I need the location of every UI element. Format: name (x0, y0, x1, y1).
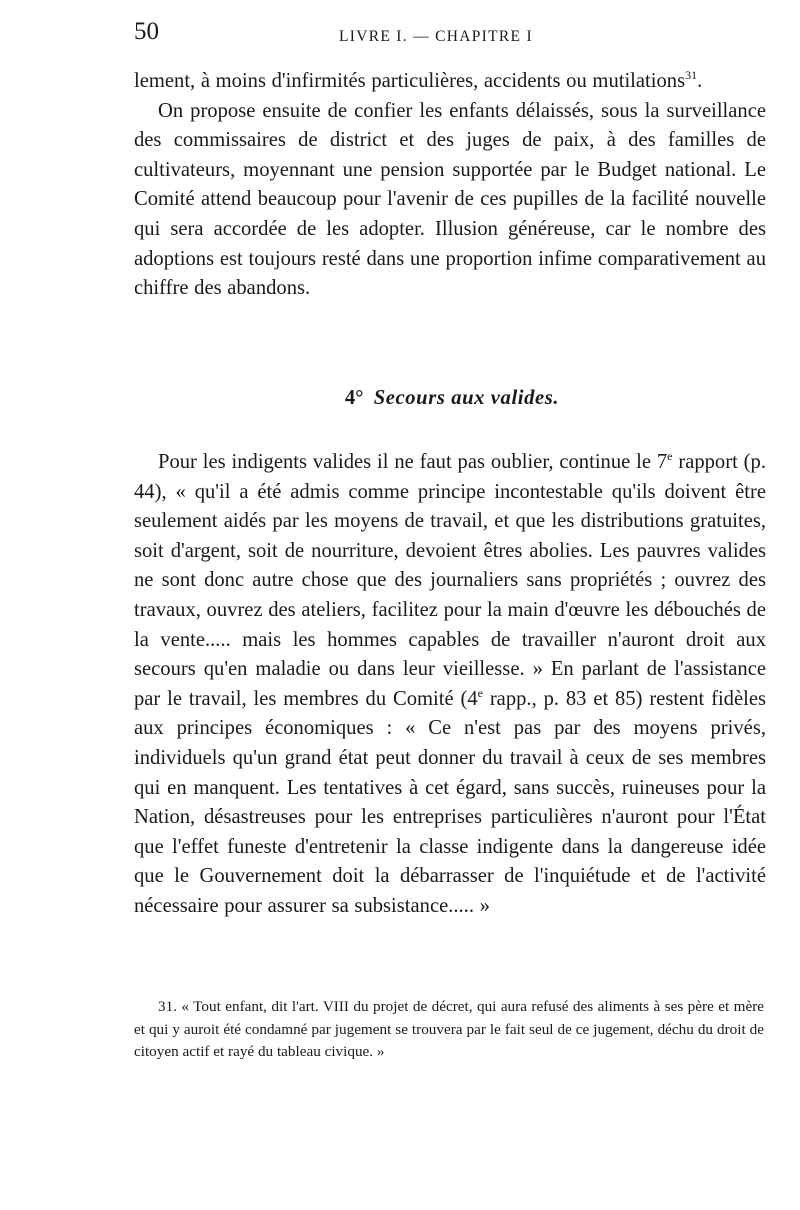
ordinal-superscript: e (477, 685, 483, 700)
text-block-upper (134, 67, 766, 304)
footnote (134, 996, 764, 1064)
paragraph-text: Pour les indigents valides il ne faut pas oublier, continue le 7 (158, 451, 668, 473)
section-heading (134, 384, 770, 413)
ordinal-superscript: e (667, 449, 673, 463)
text-block-lower (134, 448, 766, 922)
page-number: 50 (134, 18, 159, 45)
paragraph (134, 448, 766, 922)
paragraph-end-punctuation: . (697, 70, 703, 92)
section-number: 4° (344, 387, 364, 409)
footnote-text: « Tout enfant, dit l'art. VIII du projet de décret, qui aura refusé des aliments à ses père et mère et qui y auroit été condamné par jugement se trouvera par le fait seul de ce jugement, déchu du droit de citoyen actif et rayé du tableau civique. » (134, 998, 764, 1061)
paragraph: On propose ensuite de confier les enfants délaissés, sous la surveillance des commissaires de district et des juges de paix, à des familles de cultivateurs, moyennant une pension supportée par le Budget national. Le Comité attend beaucoup pour l'avenir de ces pupilles de la facilité nouvelle qui sera accordée de les adopter. Illusion généreuse, car le nombre des adoptions est toujours resté dans une proportion infime comparativement au chiffre des abandons. (134, 99, 766, 300)
footnote-number: 31. (158, 998, 177, 1015)
paragraph-text: lement, à moins d'infirmités particulières, accidents ou mutilations (134, 70, 686, 92)
footnotes (134, 996, 764, 1064)
paragraph-text: rapport (p. 44), « qu'il a été admis comme principe incontestable qu'ils doivent être seulement aidés par les moyens de travail, et que les distributions gratuites, soit d'argent, soit de nourriture, devoient êtres abolies. Les pauvres valides ne sont donc autre chose que des journaliers sans propriétés ; ouvrez des travaux, ouvrez des ateliers, facilitez pour la main d'œuvre les débouchés de la vente..... mais les hommes capables de travailler n'auront droit aux secours qu'en maladie ou dans leur vieillesse. » En parlant de l'assistance par le travail, les membres du Comité (4 (134, 451, 766, 710)
section-title: Secours aux valides. (373, 387, 560, 409)
running-head: LIVRE I. — CHAPITRE I (339, 28, 533, 45)
paragraph-text: rapp., p. 83 et 85) restent fidèles aux principes économiques : « Ce n'est pas par des moyens privés, individuels qu'un grand état peut donner du travail à ceux de ses membres qui en manquent. Les tentatives à cet égard, sans succès, ruineuses pour la Nation, désastreuses pour les entreprises particulières n'auront pour l'État que l'effet funeste d'entretenir la classe indigente dans la dangereuse idée que le Gouvernement doit la débarrasser de l'inquiétude et de l'activité nécessaire pour assurer sa subsistance..... » (134, 687, 766, 917)
paragraph-continuation (134, 67, 766, 97)
page-header (134, 18, 770, 48)
footnote-reference: 31 (685, 68, 698, 82)
